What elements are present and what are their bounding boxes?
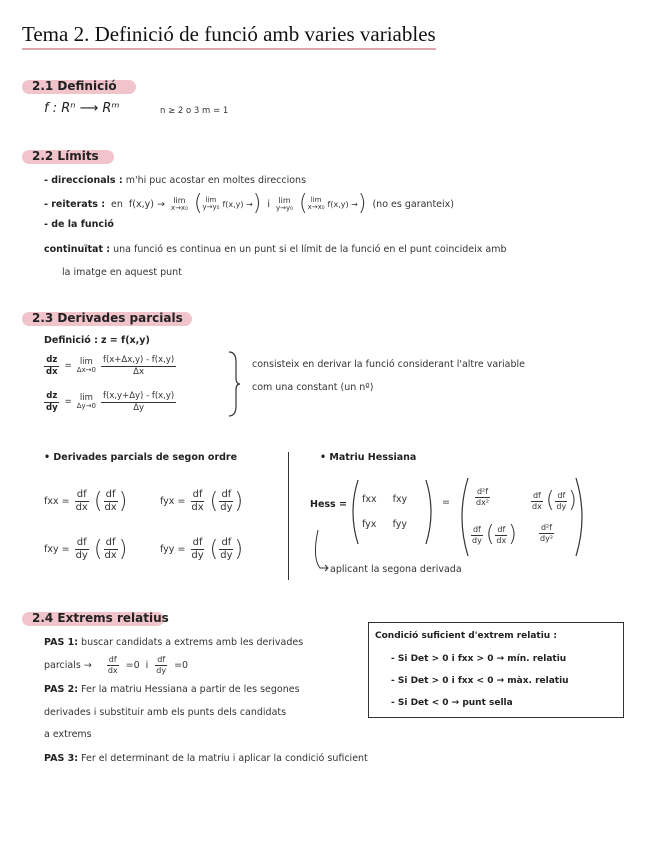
equals-sign: = [442, 497, 450, 508]
step-1-line-1: PAS 1: buscar candidats a extrems amb les derivades [44, 637, 304, 648]
step-1-line-2: parcials → $\frac{df}{dx}$ =0 i $\frac{df}{dy}$ =0 [44, 655, 189, 675]
condition-saddle: - Si Det < 0 → punt sella [391, 698, 513, 708]
fxy-formula: fxy = $\frac{df}{dy}$ ( $\frac{df}{dx}$ ) [44, 538, 127, 561]
text: en [111, 198, 123, 210]
left-paren [454, 476, 470, 558]
fxx-formula: fxx = $\frac{df}{dx}$ ( $\frac{df}{dx}$ ) [44, 490, 127, 513]
partial-y-definition: $\frac{dz}{dy}$ = lim Δy→0 $\frac{f(x,y+\Delta y) - f(x,y)}{\Delta y}$ [46, 391, 175, 413]
condition-max: - Si Det > 0 i fxx < 0 → màx. relatiu [391, 676, 569, 686]
brace-explanation-2: com una constant (un nº) [252, 382, 374, 393]
func: f(x,y) → [128, 198, 165, 210]
section-heading-derivades: 2.3 Derivades parcials [32, 311, 183, 325]
page-title: Tema 2. Definició de funció amb varies variables [22, 22, 436, 50]
box-title: Condició suficient d'extrem relatiu : [375, 631, 557, 641]
label: continuïtat : [44, 244, 111, 255]
iterated-limits [44, 193, 454, 215]
hessian-title: • Matriu Hessiana [320, 452, 417, 463]
function-definition: f : Rⁿ ⟶ Rᵐ [44, 101, 120, 116]
hessian-d2fdx2: $\frac{\text{d²f}}{\text{dx²}}$ [476, 487, 490, 507]
hessian-mixed-1: $\frac{df}{dx}$ ( $\frac{df}{dy}$ ) [530, 490, 577, 512]
fyy-formula: fyy = $\frac{df}{dy}$ ( $\frac{df}{dy}$ ) [160, 538, 243, 561]
section-heading-definicio: 2.1 Definició [32, 79, 117, 93]
brace-explanation-1: consisteix en derivar la funció considerant l'altre variable [252, 359, 526, 370]
step-2-line-2: derivades i substituir amb els punts dels candidats [44, 707, 287, 718]
step-3: PAS 3: Fer el determinant de la matriu i aplicar la condició suficient [44, 753, 368, 764]
condition-min: - Si Det > 0 i fxx > 0 → mín. relatiu [391, 654, 567, 664]
hessian-note: aplicant la segona derivada [330, 564, 462, 575]
partial-x-definition: $\frac{dz}{dx}$ = lim Δx→0 $\frac{f(x+\Delta x,y) - f(x,y)}{\Delta x}$ [46, 355, 175, 377]
limit: lim y→y₀ [276, 195, 293, 212]
label: - direccionals : [44, 175, 123, 186]
function-limit: - de la funció [44, 219, 114, 230]
note: (no es garanteix) [372, 198, 454, 210]
right-paren [574, 476, 590, 558]
inner-limit: ( lim y→y₀ f(x,y) → ) [194, 193, 261, 215]
column-divider [288, 452, 289, 580]
right-paren [424, 478, 438, 546]
sufficient-condition-box [368, 622, 624, 718]
step-2-line-1: PAS 2: Fer la matriu Hessiana a partir de les segones [44, 684, 300, 695]
text: m'hi puc acostar en moltes direccions [125, 175, 307, 186]
label: - reiterats : [44, 198, 106, 210]
fyx-formula: fyx = $\frac{df}{dx}$ ( $\frac{df}{dy}$ ) [160, 490, 243, 513]
section-heading-extrems: 2.4 Extrems relatius [32, 611, 169, 625]
continuity-line-2: la imatge en aquest punt [62, 267, 182, 278]
and: i [267, 198, 271, 210]
second-order-title: • Derivades parcials de segon ordre [44, 452, 238, 463]
derivative-definition: Definició : z = f(x,y) [44, 335, 150, 346]
hessian-d2fdy2: $\frac{\text{d²f}}{\text{dy²}}$ [540, 523, 554, 543]
step-2-line-3: a extrems [44, 729, 92, 740]
hessian-matrix-symbolic: fxx fxy fyx fyy [362, 494, 408, 530]
hessian-mixed-2: $\frac{df}{dy}$ ( $\frac{df}{dx}$ ) [470, 524, 517, 546]
hook-arrow [310, 528, 330, 574]
section-heading-limits: 2.2 Límits [32, 149, 99, 163]
left-paren [346, 478, 360, 546]
continuity-line-1 [44, 244, 507, 255]
directional-limits [44, 175, 306, 186]
hessian-label: Hess = [310, 499, 347, 510]
dimension-note: n ≥ 2 o 3 m = 1 [160, 106, 229, 116]
right-brace [226, 350, 242, 418]
limit: lim x→x₀ [170, 195, 188, 212]
inner-limit: ( lim x→x₀ f(x,y) → ) [299, 193, 366, 215]
text: una funció es continua en un punt si el límit de la funció en el punt coincideix amb [113, 244, 507, 255]
